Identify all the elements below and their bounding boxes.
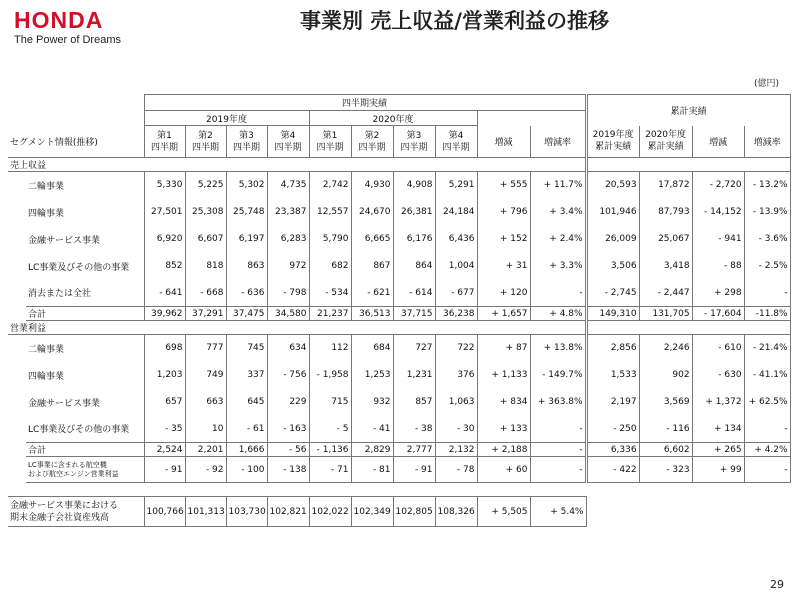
change-rate-value: + 3.3%: [530, 253, 586, 280]
unit-label: (億円): [754, 79, 780, 89]
quarter-value: 1,203: [144, 362, 185, 389]
quarter-value: - 756: [267, 362, 309, 389]
financial-assets-table: [8, 496, 587, 527]
cum-change-rate-value: + 4.2%: [744, 443, 790, 457]
cum-change-value: - 610: [692, 335, 744, 362]
quarter-value: - 91: [144, 457, 185, 483]
row-label: LC事業に含まれる航空機 および航空エンジン営業利益: [26, 457, 144, 483]
cum-2020-value: - 116: [639, 416, 692, 443]
quarter-value: - 81: [351, 457, 393, 483]
cum-2019-value: - 250: [586, 416, 639, 443]
quarter-value: 2,132: [435, 443, 477, 457]
quarter-value: 102,821: [267, 497, 309, 527]
change-rate-value: + 11.7%: [530, 172, 586, 199]
cum-change-value: - 2,720: [692, 172, 744, 199]
table-row: [8, 307, 790, 321]
change-rate-value: -: [530, 280, 586, 307]
cum-2020-value: 902: [639, 362, 692, 389]
cum-change-value: + 265: [692, 443, 744, 457]
quarter-value: - 621: [351, 280, 393, 307]
section-label-cum-spacer: [586, 321, 790, 335]
quarter-value: 4,908: [393, 172, 435, 199]
cum-change-header: 増減: [692, 126, 744, 158]
quarter-value: - 5: [309, 416, 351, 443]
quarter-value: 112: [309, 335, 351, 362]
change-rate-value: + 5.4%: [530, 497, 586, 527]
change-rate-value: + 3.4%: [530, 199, 586, 226]
quarter-value: 722: [435, 335, 477, 362]
cum-change-value: - 88: [692, 253, 744, 280]
section-label: 営業利益: [8, 321, 586, 335]
cum-change-value: + 1,372: [692, 389, 744, 416]
quarter-value: 37,475: [226, 307, 267, 321]
quarter-value: 37,715: [393, 307, 435, 321]
change-value: + 834: [477, 389, 530, 416]
change-header-spacer: [477, 111, 586, 126]
quarter-value: 6,607: [185, 226, 226, 253]
quarter-value: 25,308: [185, 199, 226, 226]
change-rate-value: -: [530, 416, 586, 443]
quarter-value: 26,381: [393, 199, 435, 226]
table-row: [8, 497, 586, 527]
row-indent: [8, 253, 26, 280]
row-label: 金融サービス事業: [28, 235, 101, 246]
quarter-value: - 71: [309, 457, 351, 483]
cum-2020-value: 2,246: [639, 335, 692, 362]
cum-2019-value: 149,310: [586, 307, 639, 321]
quarter-value: 4,930: [351, 172, 393, 199]
quarter-value: - 163: [267, 416, 309, 443]
quarter-header: 第2 四半期: [185, 126, 226, 158]
quarter-value: 5,330: [144, 172, 185, 199]
quarter-value: 684: [351, 335, 393, 362]
quarter-value: 376: [435, 362, 477, 389]
change-rate-value: -: [530, 457, 586, 483]
cum-2019-value: 6,336: [586, 443, 639, 457]
cum-change-rate-value: - 3.6%: [744, 226, 790, 253]
quarter-value: - 38: [393, 416, 435, 443]
row-indent: [8, 226, 26, 253]
quarter-value: 2,742: [309, 172, 351, 199]
change-value: + 120: [477, 280, 530, 307]
row-label: 金融サービス事業: [28, 398, 101, 409]
quarter-value: 4,735: [267, 172, 309, 199]
fy2019-header: 2019年度: [144, 111, 309, 126]
table-row: [8, 253, 790, 280]
quarter-value: 34,580: [267, 307, 309, 321]
quarter-value: - 30: [435, 416, 477, 443]
quarter-value: 337: [226, 362, 267, 389]
honda-logo: [14, 8, 164, 52]
quarter-value: 818: [185, 253, 226, 280]
table-row: [8, 443, 790, 457]
change-header: 増減: [477, 126, 530, 158]
cum-2019-value: 2,856: [586, 335, 639, 362]
row-indent: [8, 307, 26, 321]
row-label: LC事業及びその他の事業: [28, 262, 130, 273]
row-indent: [8, 199, 26, 226]
quarter-value: 5,291: [435, 172, 477, 199]
quarter-value: 657: [144, 389, 185, 416]
cum-change-value: + 298: [692, 280, 744, 307]
quarter-value: - 91: [393, 457, 435, 483]
cum-change-rate-value: -11.8%: [744, 307, 790, 321]
quarter-value: - 100: [226, 457, 267, 483]
quarter-value: - 61: [226, 416, 267, 443]
row-label: 二輪事業: [28, 344, 65, 355]
cum-2019-value: 3,506: [586, 253, 639, 280]
cum-change-rate-value: -: [744, 457, 790, 483]
quarter-header: 第3 四半期: [226, 126, 267, 158]
quarter-value: 12,557: [309, 199, 351, 226]
quarter-value: 1,063: [435, 389, 477, 416]
change-rate-value: + 4.8%: [530, 307, 586, 321]
cum-change-value: - 630: [692, 362, 744, 389]
quarter-value: 25,748: [226, 199, 267, 226]
quarter-value: - 636: [226, 280, 267, 307]
cum-change-rate-value: - 21.4%: [744, 335, 790, 362]
quarter-value: - 668: [185, 280, 226, 307]
quarter-header: 第1 四半期: [309, 126, 351, 158]
quarter-value: - 41: [351, 416, 393, 443]
quarter-value: - 614: [393, 280, 435, 307]
quarter-value: 100,766: [144, 497, 185, 527]
segment-header: セグメント情報(推移): [8, 126, 144, 158]
row-label: 四輪事業: [28, 208, 65, 219]
cum-change-rate-value: + 62.5%: [744, 389, 790, 416]
quarter-value: 2,829: [351, 443, 393, 457]
cum-2020-value: 25,067: [639, 226, 692, 253]
change-value: + 2,188: [477, 443, 530, 457]
cum-change-rate-value: - 2.5%: [744, 253, 790, 280]
quarter-value: 24,670: [351, 199, 393, 226]
change-value: + 5,505: [477, 497, 530, 527]
cum-2019-header: 2019年度 累計実績: [586, 126, 639, 158]
table-row: [8, 335, 790, 362]
cum-change-rate-header: 増減率: [744, 126, 790, 158]
quarter-value: 24,184: [435, 199, 477, 226]
quarter-value: - 78: [435, 457, 477, 483]
quarter-value: - 138: [267, 457, 309, 483]
change-value: + 796: [477, 199, 530, 226]
change-value: + 555: [477, 172, 530, 199]
row-indent: [8, 443, 26, 457]
segment-header-spacer: [8, 111, 144, 126]
row-label: 消去または全社: [26, 280, 144, 307]
quarter-value: 663: [185, 389, 226, 416]
table-row: [8, 457, 790, 483]
row-indent: [8, 416, 26, 443]
change-value: + 1,133: [477, 362, 530, 389]
quarter-value: 6,197: [226, 226, 267, 253]
row-indent: [8, 280, 26, 307]
quarter-header: 第3 四半期: [393, 126, 435, 158]
quarter-value: 6,920: [144, 226, 185, 253]
row-label: 合計: [26, 443, 144, 457]
quarter-value: 852: [144, 253, 185, 280]
cum-change-value: - 941: [692, 226, 744, 253]
change-rate-value: + 13.8%: [530, 335, 586, 362]
fy2020-header: 2020年度: [309, 111, 477, 126]
page-number: 29: [770, 578, 784, 591]
cum-2020-header: 2020年度 累計実績: [639, 126, 692, 158]
quarter-value: 6,665: [351, 226, 393, 253]
cum-2020-value: 17,872: [639, 172, 692, 199]
cum-2020-value: 87,793: [639, 199, 692, 226]
change-rate-value: -: [530, 443, 586, 457]
quarter-value: 749: [185, 362, 226, 389]
row-label: LC事業及びその他の事業: [26, 416, 144, 443]
quarter-value: 777: [185, 335, 226, 362]
table-row: [8, 389, 790, 416]
cumulative-group-header: 累計実績: [586, 95, 790, 126]
quarter-value: 229: [267, 389, 309, 416]
quarter-value: - 1,958: [309, 362, 351, 389]
quarter-value: 1,666: [226, 443, 267, 457]
change-value: + 133: [477, 416, 530, 443]
quarter-value: 102,022: [309, 497, 351, 527]
quarter-value: 1,231: [393, 362, 435, 389]
quarter-value: 6,283: [267, 226, 309, 253]
quarter-value: 864: [393, 253, 435, 280]
segment-table: [8, 94, 791, 483]
table-row: [8, 416, 790, 443]
quarter-header: 第2 四半期: [351, 126, 393, 158]
quarter-value: 21,237: [309, 307, 351, 321]
quarter-value: 23,387: [267, 199, 309, 226]
quarter-value: 36,513: [351, 307, 393, 321]
quarter-value: 5,302: [226, 172, 267, 199]
quarterly-group-header: 四半期実績: [144, 95, 586, 111]
change-value: + 1,657: [477, 307, 530, 321]
change-value: + 152: [477, 226, 530, 253]
cum-2020-value: 3,569: [639, 389, 692, 416]
quarter-value: 103,730: [226, 497, 267, 527]
change-value: + 60: [477, 457, 530, 483]
quarter-value: 102,349: [351, 497, 393, 527]
change-rate-value: + 2.4%: [530, 226, 586, 253]
cum-2019-value: - 422: [586, 457, 639, 483]
quarter-value: 698: [144, 335, 185, 362]
row-indent: [8, 362, 26, 389]
row-indent: [8, 172, 26, 199]
logo-wordmark: HONDA: [14, 7, 104, 33]
cum-2020-value: 3,418: [639, 253, 692, 280]
quarter-value: 101,313: [185, 497, 226, 527]
row-indent: [8, 457, 26, 483]
change-value: + 31: [477, 253, 530, 280]
row-label: 合計: [26, 307, 144, 321]
change-rate-header: 増減率: [530, 126, 586, 158]
quarter-value: - 534: [309, 280, 351, 307]
table-row: [8, 226, 790, 253]
quarter-value: - 1,136: [309, 443, 351, 457]
logo-tagline: The Power of Dreams: [14, 34, 121, 46]
cum-2020-value: 6,602: [639, 443, 692, 457]
quarter-value: - 641: [144, 280, 185, 307]
table-row: [8, 199, 790, 226]
quarter-value: 102,805: [393, 497, 435, 527]
quarter-value: 727: [393, 335, 435, 362]
row-label: 四輪事業: [28, 371, 65, 382]
segment-header-spacer: [8, 95, 144, 111]
cum-2020-value: 131,705: [639, 307, 692, 321]
quarter-value: - 35: [144, 416, 185, 443]
cum-change-value: - 17,604: [692, 307, 744, 321]
cum-2020-value: - 2,447: [639, 280, 692, 307]
cum-2020-value: - 323: [639, 457, 692, 483]
quarter-value: 6,436: [435, 226, 477, 253]
financial-label: 金融サービス事業における 期末金融子会社資産残高: [8, 497, 144, 527]
change-value: + 87: [477, 335, 530, 362]
quarter-value: 863: [226, 253, 267, 280]
quarter-value: 972: [267, 253, 309, 280]
cum-change-rate-value: - 41.1%: [744, 362, 790, 389]
quarter-value: - 92: [185, 457, 226, 483]
quarter-value: 5,225: [185, 172, 226, 199]
quarter-value: 645: [226, 389, 267, 416]
quarter-value: 857: [393, 389, 435, 416]
quarter-value: 682: [309, 253, 351, 280]
change-rate-value: - 149.7%: [530, 362, 586, 389]
cum-change-rate-value: -: [744, 280, 790, 307]
quarter-value: 2,777: [393, 443, 435, 457]
quarter-value: 37,291: [185, 307, 226, 321]
quarter-value: - 798: [267, 280, 309, 307]
cum-change-rate-value: - 13.9%: [744, 199, 790, 226]
quarter-header: 第4 四半期: [435, 126, 477, 158]
cum-change-rate-value: -: [744, 416, 790, 443]
cum-change-value: - 14,152: [692, 199, 744, 226]
quarter-value: - 677: [435, 280, 477, 307]
change-rate-value: + 363.8%: [530, 389, 586, 416]
cum-2019-value: - 2,745: [586, 280, 639, 307]
cum-2019-value: 26,009: [586, 226, 639, 253]
cum-change-value: + 134: [692, 416, 744, 443]
quarter-value: 39,962: [144, 307, 185, 321]
quarter-value: - 56: [267, 443, 309, 457]
quarter-value: 634: [267, 335, 309, 362]
quarter-value: 2,524: [144, 443, 185, 457]
quarter-value: 715: [309, 389, 351, 416]
quarter-value: 36,238: [435, 307, 477, 321]
section-label-cum-spacer: [586, 158, 790, 172]
cum-change-rate-value: - 13.2%: [744, 172, 790, 199]
table-row: [8, 280, 790, 307]
quarter-value: 108,326: [435, 497, 477, 527]
table-row: [8, 362, 790, 389]
row-label: 二輪事業: [28, 181, 65, 192]
quarter-header: 第4 四半期: [267, 126, 309, 158]
cum-change-value: + 99: [692, 457, 744, 483]
section-label: 売上収益: [8, 158, 586, 172]
quarter-header: 第1 四半期: [144, 126, 185, 158]
cum-2019-value: 1,533: [586, 362, 639, 389]
quarter-value: 27,501: [144, 199, 185, 226]
cum-2019-value: 101,946: [586, 199, 639, 226]
cum-2019-value: 2,197: [586, 389, 639, 416]
quarter-value: 932: [351, 389, 393, 416]
quarter-value: 1,253: [351, 362, 393, 389]
quarter-value: 1,004: [435, 253, 477, 280]
quarter-value: 867: [351, 253, 393, 280]
cum-2019-value: 20,593: [586, 172, 639, 199]
row-indent: [8, 389, 26, 416]
quarter-value: 2,201: [185, 443, 226, 457]
quarter-value: 745: [226, 335, 267, 362]
quarter-value: 5,790: [309, 226, 351, 253]
quarter-value: 10: [185, 416, 226, 443]
quarter-value: 6,176: [393, 226, 435, 253]
table-row: [8, 172, 790, 199]
row-indent: [8, 335, 26, 362]
page-title: 事業別 売上収益/営業利益の推移: [300, 9, 609, 33]
